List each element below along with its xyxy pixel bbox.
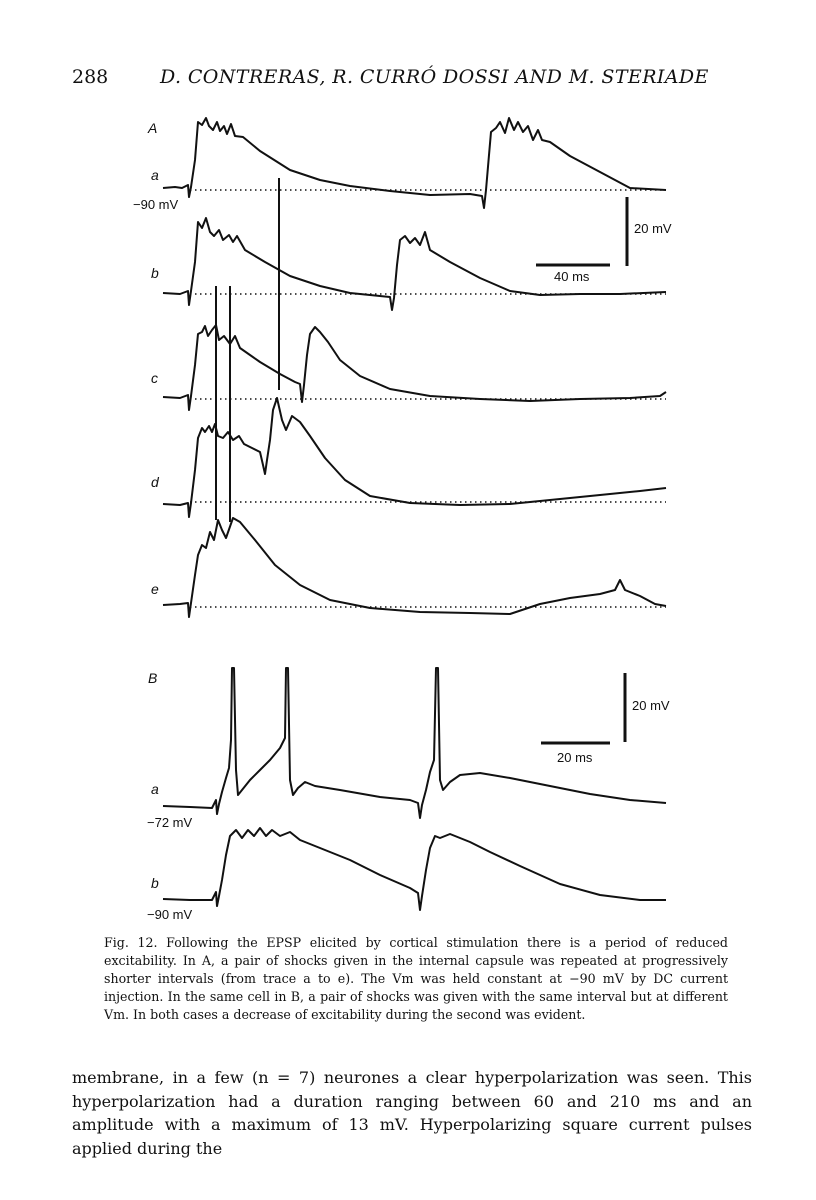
trace-b-b: [163, 828, 666, 910]
holding-potential-label: −90 mV: [133, 197, 179, 212]
page-number: 288: [72, 66, 109, 88]
voltage-scale-label: 20 mV: [634, 221, 672, 236]
trace-e: [163, 518, 666, 617]
trace-bb-label: b: [151, 875, 159, 891]
trace-c: [163, 325, 666, 410]
trace-d: [163, 398, 666, 517]
holding-potential-bb-label: −90 mV: [147, 907, 193, 922]
body-paragraph: membrane, in a few (n = 7) neurones a clear hyperpolarization was seen. This hyperpolarization had a duration ranging between 60 and 210 ms and an amplitude with a maximum of 13 mV. Hyperpolarizing square current pulses applied during the: [72, 1068, 752, 1158]
trace-b-label: b: [151, 265, 159, 281]
trace-ba-label: a: [151, 781, 159, 797]
running-head-authors: D. CONTRERAS, R. CURRÓ DOSSI AND M. STERIADE: [160, 66, 709, 88]
panel-b-label: B: [148, 670, 158, 686]
time-scale-label: 40 ms: [554, 269, 590, 284]
trace-c-label: c: [151, 370, 158, 386]
body-text: [72, 1066, 752, 1160]
voltage-scale-label-b: 20 mV: [632, 698, 670, 713]
time-scale-label-b: 20 ms: [557, 750, 593, 765]
trace-a: [163, 118, 666, 208]
panel-a-label: A: [148, 120, 158, 136]
figure-caption: Fig. 12. Following the EPSP elicited by cortical stimulation there is a period of reduced excitability. In A, a pair of shocks given in the internal capsule was repeated at progressively shorter intervals (from trace a to e). The Vm was held constant at −90 mV by DC current injection. In the same cell in B, a pair of shocks was given with the same interval but at different Vm. In both cases a decrease of excitability during the second was evident.: [104, 935, 728, 1022]
trace-d-label: d: [151, 474, 159, 490]
holding-potential-ba-label: −72 mV: [147, 815, 193, 830]
trace-a-label: a: [151, 167, 159, 183]
trace-e-label: e: [151, 581, 159, 597]
